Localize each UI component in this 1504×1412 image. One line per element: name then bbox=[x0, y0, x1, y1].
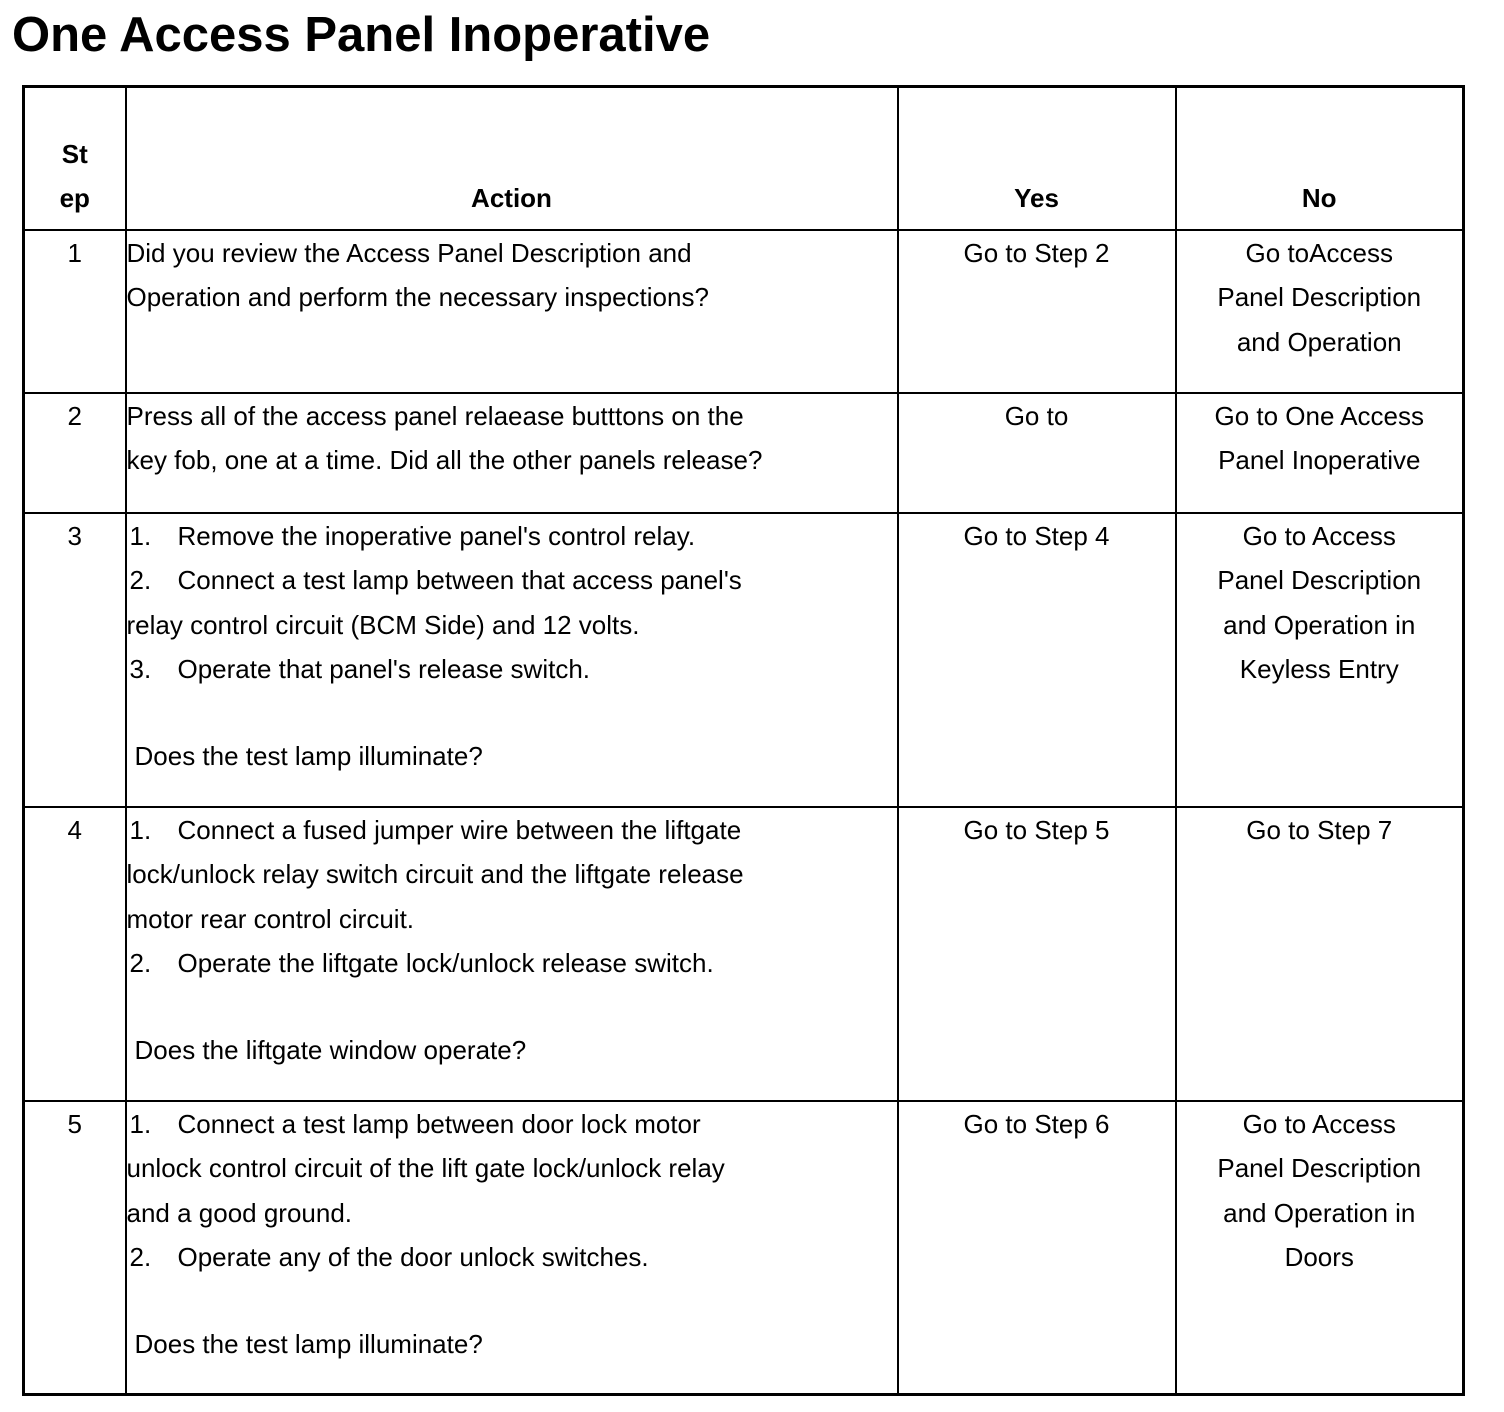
yes-cell: Go to Step 4 bbox=[898, 513, 1176, 807]
action-item bbox=[127, 808, 897, 853]
item-number: 1. bbox=[129, 520, 152, 551]
no-line: and Operation in bbox=[1223, 609, 1416, 640]
action-item bbox=[127, 1235, 897, 1280]
header-step-line1: St bbox=[61, 138, 88, 169]
no-cell bbox=[1176, 1101, 1464, 1395]
action-cell bbox=[126, 393, 898, 513]
item-text: Remove the inoperative panel's control relay. bbox=[177, 520, 696, 551]
table-row bbox=[24, 393, 1464, 513]
item-text: Connect a test lamp between door lock motor bbox=[177, 1108, 701, 1139]
table-row bbox=[24, 230, 1464, 393]
no-line: Panel Description bbox=[1217, 1153, 1422, 1183]
item-number: 2. bbox=[129, 948, 152, 978]
no-line: Go to Step 7 bbox=[1246, 814, 1393, 845]
item-text: Operate the liftgate lock/unlock release switch. bbox=[177, 948, 714, 978]
item-text-continued: relay control circuit (BCM Side) and 12 volts. bbox=[126, 609, 640, 640]
header-yes: Yes bbox=[898, 87, 1176, 230]
action-question: Does the test lamp illuminate? bbox=[134, 740, 483, 771]
action-item bbox=[127, 1102, 897, 1147]
table-row bbox=[24, 1101, 1464, 1395]
no-cell bbox=[1176, 230, 1464, 393]
item-text-continued: motor rear control circuit. bbox=[126, 903, 415, 934]
no-line: Panel Inoperative bbox=[1218, 445, 1421, 475]
step-number: 5 bbox=[24, 1101, 126, 1395]
yes-cell: Go to Step 2 bbox=[898, 230, 1176, 393]
table-row bbox=[24, 807, 1464, 1101]
action-line: Did you review the Access Panel Description and bbox=[126, 237, 692, 268]
no-line: and Operation bbox=[1236, 326, 1402, 357]
header-action: Action bbox=[126, 87, 898, 230]
yes-cell: Go to Step 5 bbox=[898, 807, 1176, 1101]
action-line: Press all of the access panel relaease butttons on the bbox=[126, 400, 744, 431]
step-number: 2 bbox=[24, 393, 126, 513]
action-line: key fob, one at a time. Did all the other panels release? bbox=[126, 445, 763, 475]
no-line: Panel Description bbox=[1217, 565, 1422, 595]
no-line: Keyless Entry bbox=[1239, 654, 1399, 684]
item-text: Operate any of the door unlock switches. bbox=[177, 1242, 649, 1272]
yes-cell: Go to Step 6 bbox=[898, 1101, 1176, 1395]
item-number: 1. bbox=[129, 1108, 152, 1139]
action-cell bbox=[126, 513, 898, 807]
step-number: 4 bbox=[24, 807, 126, 1101]
item-text: Connect a test lamp between that access panel's bbox=[177, 565, 742, 595]
step-number: 3 bbox=[24, 513, 126, 807]
action-cell bbox=[126, 1101, 898, 1395]
no-line: Doors bbox=[1284, 1242, 1354, 1272]
action-item bbox=[127, 558, 897, 603]
action-question: Does the test lamp illuminate? bbox=[134, 1328, 483, 1359]
no-line: Go toAccess bbox=[1245, 237, 1393, 268]
header-no: No bbox=[1176, 87, 1464, 230]
yes-cell: Go to bbox=[898, 393, 1176, 513]
page-title: One Access Panel Inoperative bbox=[12, 8, 711, 62]
no-line: Panel Description bbox=[1217, 282, 1422, 312]
item-number: 2. bbox=[129, 565, 152, 595]
item-number: 1. bbox=[129, 814, 152, 845]
action-item bbox=[127, 514, 897, 559]
table-row bbox=[24, 513, 1464, 807]
item-text-continued: unlock control circuit of the lift gate lock/unlock relay bbox=[126, 1153, 725, 1183]
no-line: Go to Access bbox=[1242, 520, 1396, 551]
no-cell bbox=[1176, 393, 1464, 513]
item-number: 3. bbox=[129, 654, 152, 684]
item-text-continued: lock/unlock relay switch circuit and the liftgate release bbox=[126, 859, 744, 889]
action-cell bbox=[126, 807, 898, 1101]
no-line: Go to One Access bbox=[1214, 400, 1425, 431]
action-item bbox=[127, 647, 897, 692]
item-text: Operate that panel's release switch. bbox=[177, 654, 591, 684]
item-text-continued: and a good ground. bbox=[126, 1197, 353, 1228]
step-number: 1 bbox=[24, 230, 126, 393]
action-line: Operation and perform the necessary inspections? bbox=[126, 282, 709, 312]
header-step bbox=[24, 87, 126, 230]
action-cell bbox=[126, 230, 898, 393]
item-text: Connect a fused jumper wire between the liftgate bbox=[177, 814, 742, 845]
diagnostic-table bbox=[22, 85, 1465, 1396]
action-item bbox=[127, 941, 897, 986]
header-step-line2: ep bbox=[59, 183, 90, 213]
no-line: and Operation in bbox=[1223, 1197, 1416, 1228]
item-number: 2. bbox=[129, 1242, 152, 1272]
action-question: Does the liftgate window operate? bbox=[134, 1034, 527, 1065]
no-cell bbox=[1176, 513, 1464, 807]
no-cell bbox=[1176, 807, 1464, 1101]
header-row bbox=[24, 87, 1464, 230]
no-line: Go to Access bbox=[1242, 1108, 1396, 1139]
